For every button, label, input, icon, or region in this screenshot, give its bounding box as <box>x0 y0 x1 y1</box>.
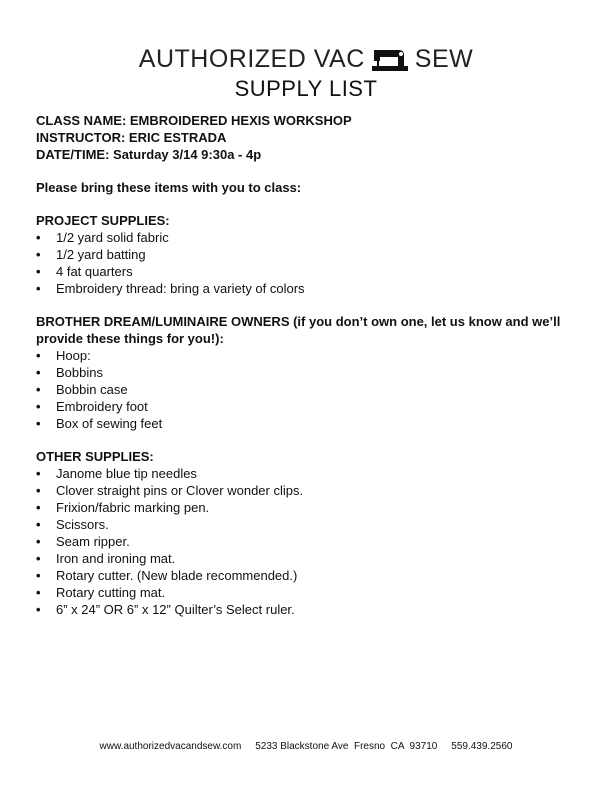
brand-name-right: SEW <box>414 44 474 73</box>
class-meta <box>36 112 586 163</box>
section-heading: BROTHER DREAM/LUMINAIRE OWNERS (if you don’t own one, let us know and we’ll provide these things for you!): <box>36 314 561 346</box>
list-item: • Hoop: <box>36 347 586 364</box>
brand-name-left: AUTHORIZED VAC <box>138 44 365 73</box>
page-title: SUPPLY LIST <box>234 76 378 101</box>
section-brother-owners <box>36 313 586 432</box>
list-item: • Rotary cutter. (New blade recommended.) <box>36 567 586 584</box>
list-item: • Seam ripper. <box>36 533 586 550</box>
list-item: • Scissors. <box>36 516 586 533</box>
footer-phone: 559.439.2560 <box>451 741 513 752</box>
list-item: • Iron and ironing mat. <box>36 550 586 567</box>
footer <box>0 741 612 752</box>
list-item: • Frixion/fabric marking pen. <box>36 499 586 516</box>
list-item: • 6” x 24” OR 6” x 12” Quilter’s Select ruler. <box>36 601 586 618</box>
supply-list <box>36 229 586 297</box>
list-item: • 1/2 yard solid fabric <box>36 229 586 246</box>
intro-text: Please bring these items with you to class: <box>36 180 302 195</box>
class-name: CLASS NAME: EMBROIDERED HEXIS WORKSHOP <box>36 113 352 128</box>
instructor: INSTRUCTOR: ERIC ESTRADA <box>36 130 227 145</box>
footer-address: 5233 Blackstone Ave Fresno CA 93710 <box>255 741 438 752</box>
section-heading: PROJECT SUPPLIES: <box>36 213 170 228</box>
list-item: • Embroidery thread: bring a variety of colors <box>36 280 586 297</box>
list-item: • Embroidery foot <box>36 398 586 415</box>
footer-website[interactable]: www.authorizedvacandsew.com <box>99 741 242 752</box>
list-item: • Rotary cutting mat. <box>36 584 586 601</box>
list-item: • Clover straight pins or Clover wonder clips. <box>36 482 586 499</box>
brand-logo <box>0 44 612 74</box>
section-heading: OTHER SUPPLIES: <box>36 449 154 464</box>
list-item: • Bobbins <box>36 364 586 381</box>
supply-list <box>36 347 586 432</box>
document-body <box>36 112 586 618</box>
sewing-machine-icon <box>371 46 409 72</box>
list-item: • Box of sewing feet <box>36 415 586 432</box>
section-other-supplies <box>36 448 586 618</box>
list-item: • 1/2 yard batting <box>36 246 586 263</box>
supply-list <box>36 465 586 618</box>
list-item: • Janome blue tip needles <box>36 465 586 482</box>
list-item: • 4 fat quarters <box>36 263 586 280</box>
list-item: • Bobbin case <box>36 381 586 398</box>
section-project-supplies <box>36 212 586 297</box>
date-time: DATE/TIME: Saturday 3/14 9:30a - 4p <box>36 147 262 162</box>
